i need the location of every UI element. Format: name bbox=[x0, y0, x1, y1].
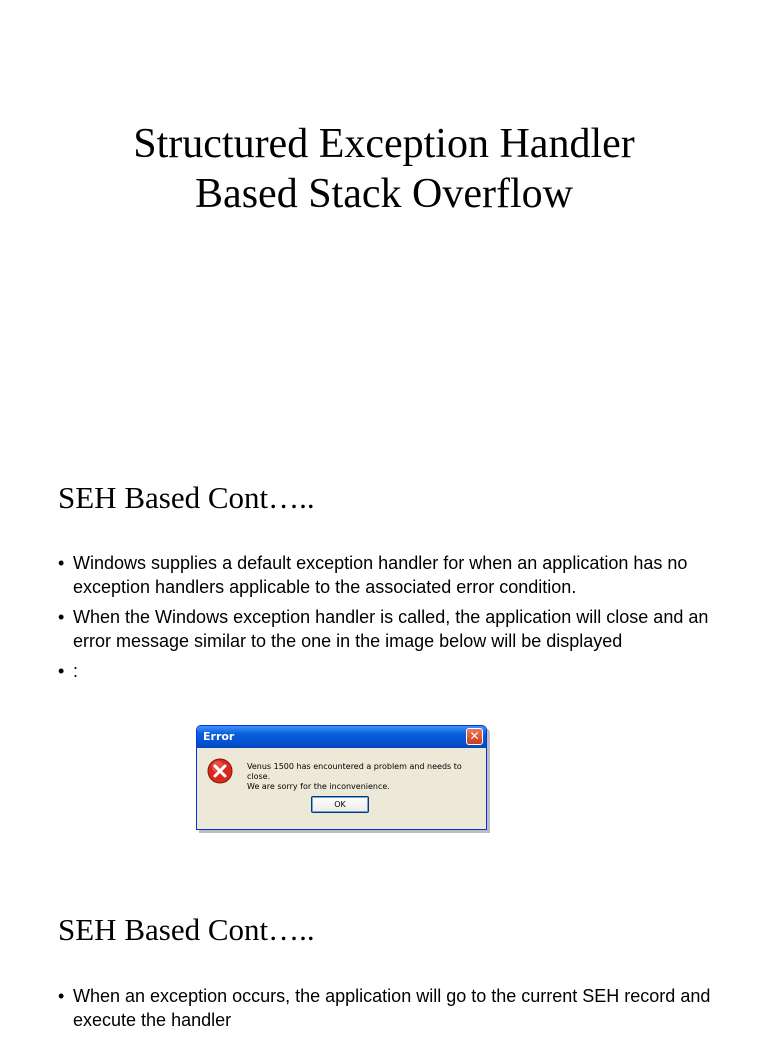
slide-title-line-2: Based Stack Overflow bbox=[195, 171, 573, 217]
bullet-list bbox=[58, 551, 718, 689]
bullet-marker: • bbox=[58, 986, 65, 1006]
dialog-titlebar bbox=[197, 726, 486, 748]
bullet-text: When an exception occurs, the application will go to the current SEH record and execute the handler bbox=[73, 986, 711, 1030]
bullet-marker: • bbox=[58, 607, 65, 627]
slide-title bbox=[0, 119, 768, 219]
bullet-text: : bbox=[73, 661, 79, 681]
slide-seh-record bbox=[0, 860, 768, 1030]
dialog-title: Error bbox=[203, 730, 235, 743]
ok-button[interactable]: OK bbox=[311, 796, 369, 813]
slide-title-line-1: Structured Exception Handler bbox=[133, 121, 635, 167]
section-heading: SEH Based Cont….. bbox=[58, 480, 315, 515]
dialog-message-line-2: We are sorry for the inconvenience. bbox=[247, 782, 390, 791]
section-heading: SEH Based Cont….. bbox=[58, 912, 315, 947]
bullet-list bbox=[58, 984, 718, 1038]
bullet-item bbox=[58, 605, 718, 653]
bullet-text: When the Windows exception handler is called, the application will close and an error message similar to the one in the image below will be displayed bbox=[73, 607, 709, 651]
dialog-body bbox=[197, 748, 486, 828]
error-icon bbox=[207, 758, 233, 784]
bullet-item bbox=[58, 551, 718, 599]
error-dialog bbox=[196, 725, 487, 830]
bullet-marker: • bbox=[58, 661, 65, 681]
bullet-marker: • bbox=[58, 553, 65, 573]
close-icon[interactable]: ✕ bbox=[466, 728, 483, 745]
bullet-item bbox=[58, 659, 718, 683]
bullet-item bbox=[58, 984, 718, 1032]
slide-title-page bbox=[0, 0, 768, 450]
bullet-text: Windows supplies a default exception handler for when an application has no exception handlers applicable to the associated error condition. bbox=[73, 553, 688, 597]
dialog-message-line-1: Venus 1500 has encountered a problem and needs to close. bbox=[247, 762, 462, 781]
dialog-message bbox=[247, 762, 477, 792]
